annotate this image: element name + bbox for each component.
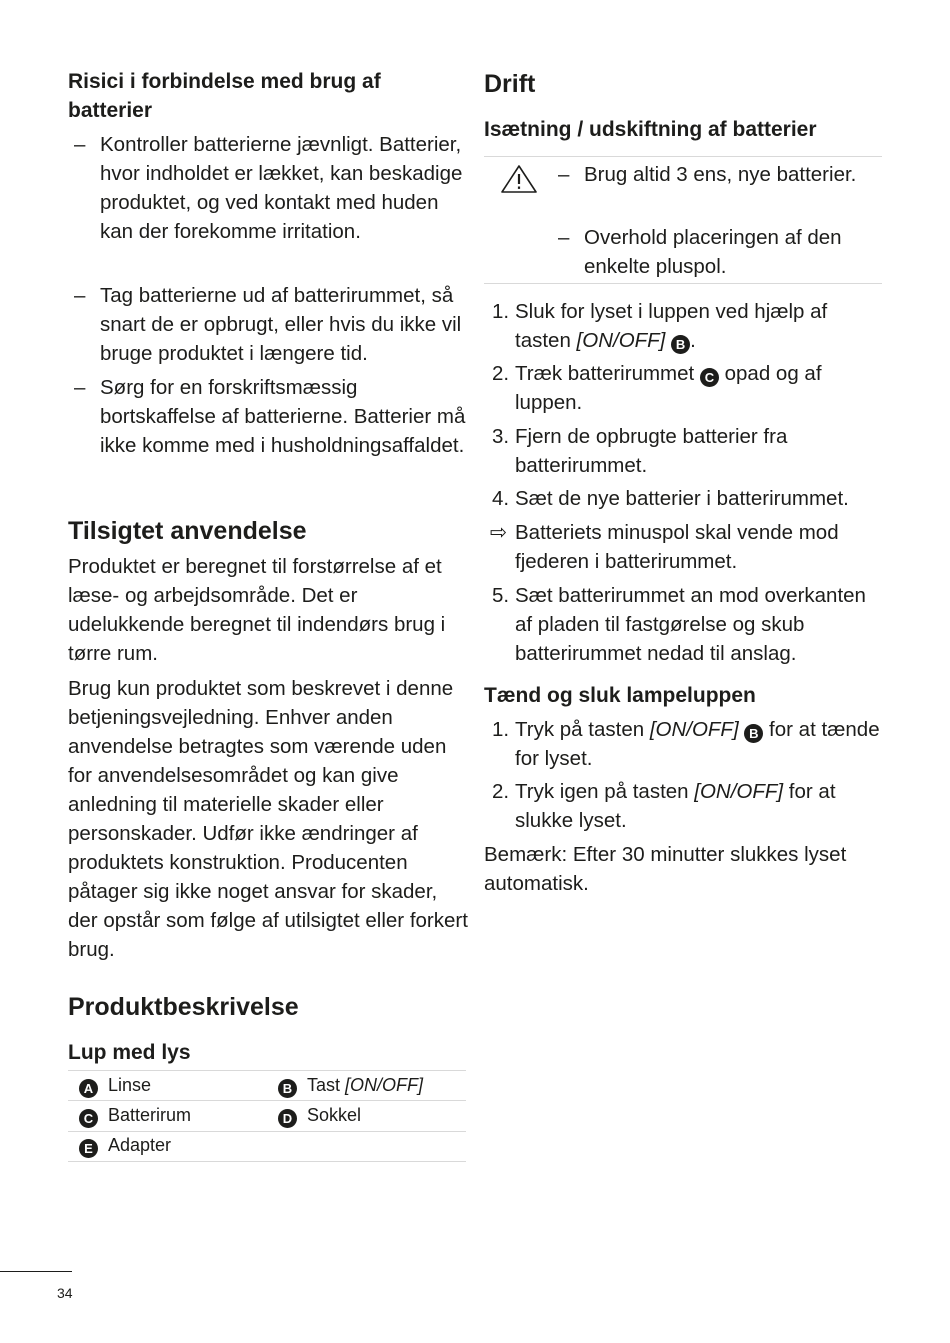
arrow-right-icon: ⇨ xyxy=(490,521,508,544)
intended-use-paragraph-1: Produktet er beregnet til forstørrelse af et læse- og arbejdsområde. Det er udelukkende beregnet til indendørs brug i tørre rum. xyxy=(68,555,446,665)
dash-marker: – xyxy=(558,163,570,186)
intended-use-heading: Tilsigtet anvendelse xyxy=(68,517,307,545)
dash-marker: – xyxy=(74,133,86,156)
part-label: Sokkel xyxy=(307,1105,362,1125)
letter-c-badge: C xyxy=(700,368,719,387)
table-rule xyxy=(68,1100,466,1101)
table-rule xyxy=(68,1161,466,1162)
step-number: 2. xyxy=(492,780,510,803)
list-item xyxy=(68,130,470,280)
lamp-heading: Tænd og sluk lampeluppen xyxy=(484,684,756,707)
part-letter-badge: D xyxy=(278,1109,297,1128)
warning-triangle-icon xyxy=(500,164,538,194)
list-item xyxy=(68,281,470,371)
dash-marker: – xyxy=(558,226,570,249)
step-text: Sæt de nye batterier i batterirummet. xyxy=(515,487,849,510)
part-label: Adapter xyxy=(108,1135,172,1155)
step-item xyxy=(484,422,886,482)
part-e xyxy=(79,1134,171,1158)
step-item xyxy=(484,297,886,357)
warning-box-bottom-rule xyxy=(484,283,882,284)
drift-heading: Drift xyxy=(484,70,536,98)
list-item xyxy=(68,373,470,493)
result-item xyxy=(484,518,886,578)
letter-b-badge: B xyxy=(744,724,763,743)
part-b xyxy=(278,1074,423,1098)
step-number: 2. xyxy=(492,362,510,385)
warning-item xyxy=(558,160,884,220)
part-label: Batterirum xyxy=(108,1105,192,1125)
part-d xyxy=(278,1104,361,1128)
letter-b-badge: B xyxy=(671,335,690,354)
part-label: Linse xyxy=(108,1075,152,1095)
dash-marker: – xyxy=(74,376,86,399)
step-number: 3. xyxy=(492,425,510,448)
part-label: Tast xyxy=(307,1075,346,1095)
step-text: Fjern de opbrugte batterier fra batterirummet. xyxy=(515,425,788,477)
warning-item-text: Overhold placeringen af den enkelte pluspol. xyxy=(584,226,842,278)
list-item-text: Sørg for en forskriftsmæssig bortskaffelse af batterierne. Batterier må ikke komme med i husholdningsaffaldet. xyxy=(100,376,466,457)
warning-box-top-rule xyxy=(484,156,882,157)
list-item-text: Tag batterierne ud af batterirummet, så snart de er opbrugt, eller hvis du ikke vil bruge produktet i længere tid. xyxy=(100,284,462,365)
step-item xyxy=(484,359,886,419)
part-letter-badge: B xyxy=(278,1079,297,1098)
warning-item-text: Brug altid 3 ens, nye batterier. xyxy=(584,163,857,186)
step-text: Sluk for lyset i luppen ved hjælp af tasten [ON/OFF] B . xyxy=(515,300,828,352)
footer-rule xyxy=(0,1271,72,1272)
page-number: 34 xyxy=(57,1285,73,1301)
product-description-heading: Produktbeskrivelse xyxy=(68,993,299,1021)
step-number: 4. xyxy=(492,487,510,510)
step-item xyxy=(484,715,886,775)
intended-use-paragraph-2: Brug kun produktet som beskrevet i denne betjeningsvejledning. Enhver anden anvendelse betragtes som værende uden for anvendelsesområdet og kan give anledning til materielle skader eller personskader. Udfør ikke ændringer af produktets konstruktion. Producenten påtager sig ikke noget ansvar for skader, der opstår som følge af utilsigtet eller forkert brug. xyxy=(68,677,468,961)
step-item xyxy=(484,581,886,671)
table-rule xyxy=(68,1131,466,1132)
risks-heading: Risici i forbindelse med brug af batterier xyxy=(68,70,381,122)
step-item xyxy=(484,777,886,837)
part-letter-badge: A xyxy=(79,1079,98,1098)
step-text: Batteriets minuspol skal vende mod fjederen i batterirummet. xyxy=(515,521,839,573)
step-text: Sæt batterirummet an mod overkanten af pladen til fastgørelse og skub batterirummet nedad til anslag. xyxy=(515,584,866,665)
step-number: 1. xyxy=(492,718,510,741)
step-text: Tryk igen på tasten [ON/OFF] for at slukke lyset. xyxy=(515,780,836,832)
list-item-text: Kontroller batterierne jævnligt. Batterier, hvor indholdet er lækket, kan beskadige produktet, og ved kontakt med huden kan der forekomme irritation. xyxy=(100,133,463,243)
part-label-key: [ON/OFF] xyxy=(345,1075,424,1095)
part-c xyxy=(79,1104,191,1128)
step-text: Træk batterirummet C opad og af luppen. xyxy=(515,362,822,414)
battery-heading: Isætning / udskiftning af batterier xyxy=(484,118,817,141)
note-text: Bemærk: Efter 30 minutter slukkes lyset automatisk. xyxy=(484,843,847,895)
step-number: 5. xyxy=(492,584,510,607)
part-letter-badge: C xyxy=(79,1109,98,1128)
step-number: 1. xyxy=(492,300,510,323)
warning-item xyxy=(558,223,884,283)
step-item xyxy=(484,484,886,514)
lup-heading: Lup med lys xyxy=(68,1041,191,1064)
step-text: Tryk på tasten [ON/OFF] B for at tænde for lyset. xyxy=(515,718,880,770)
part-a xyxy=(79,1074,151,1098)
dash-marker: – xyxy=(74,284,86,307)
part-letter-badge: E xyxy=(79,1139,98,1158)
table-rule xyxy=(68,1070,466,1071)
